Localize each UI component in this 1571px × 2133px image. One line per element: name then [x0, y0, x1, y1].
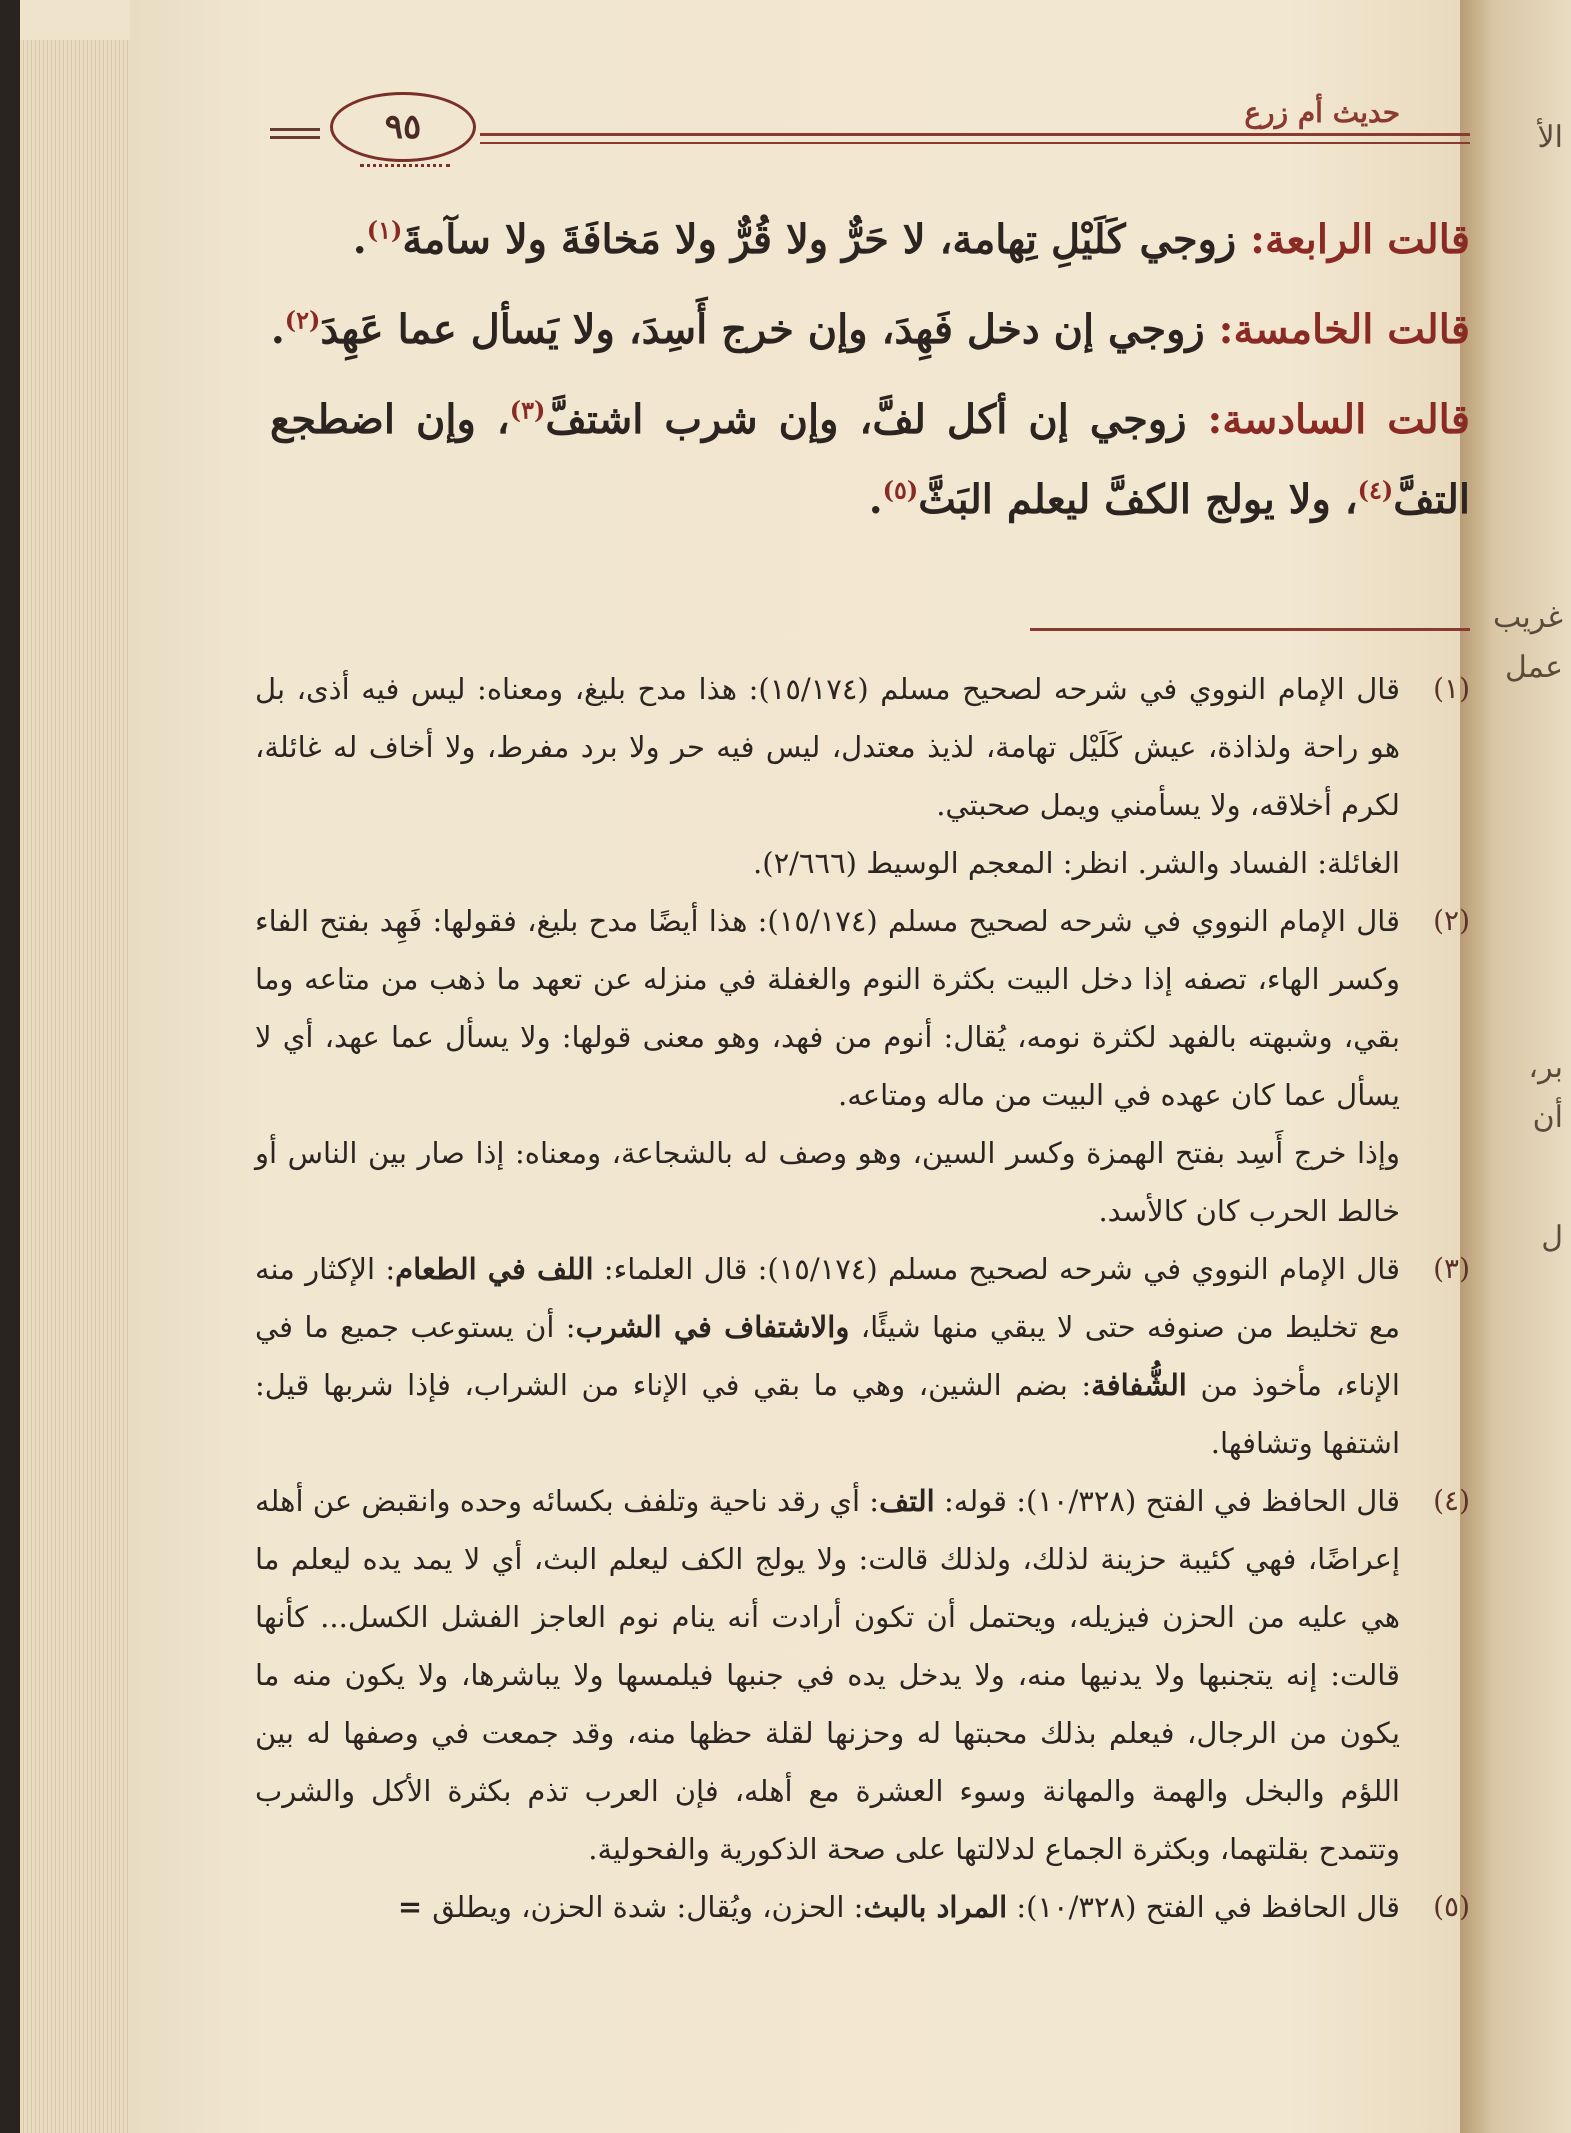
- paragraph-end: .: [868, 476, 883, 523]
- footnote-term: والاشتفاف في الشرب: [575, 1310, 850, 1344]
- footnote-number: (١): [1433, 672, 1470, 705]
- paragraph-text: ، ولا يولج الكفَّ ليعلم البَثَّ: [918, 476, 1358, 523]
- paragraph-text: ، وإن اضطجع التفَّ: [270, 396, 1470, 523]
- footnote-paragraph: [255, 1878, 1400, 1936]
- running-head: حديث أم زرع: [1244, 96, 1400, 129]
- footnote-term: الشُّفافة: [1091, 1368, 1187, 1402]
- right-page: [1460, 0, 1571, 2133]
- footnote-text: قال الحافظ في الفتح (١٠/٣٢٨): قوله:: [934, 1484, 1400, 1518]
- footnote-term: التف: [879, 1484, 935, 1518]
- footnote-ref: (٥): [882, 475, 919, 505]
- footnote-body: [255, 892, 1400, 1240]
- right-page-fragment: غريب: [1492, 600, 1563, 635]
- main-text: [270, 200, 1470, 550]
- header-rule: [480, 133, 1470, 136]
- footnote-paragraph: [255, 1472, 1400, 1878]
- footnote-text: قال الحافظ في الفتح (١٠/٣٢٨):: [1007, 1890, 1400, 1924]
- paragraph-fifth: [270, 290, 1470, 370]
- footnote-ref: (١): [366, 215, 403, 245]
- right-page-fragment: بر،: [1528, 1050, 1563, 1085]
- footnote-divider: [1030, 628, 1470, 631]
- footnote-paragraph: وإذا خرج أَسِد بفتح الهمزة وكسر السين، وهو وصف له بالشجاعة، ومعناه: إذا صار بين الناس أو خالط الحرب كان كالأسد.: [255, 1136, 1400, 1228]
- continuation-mark: =: [397, 1890, 433, 1924]
- footnote-5: [255, 1878, 1470, 1936]
- speaker-label: قالت السادسة:: [1207, 396, 1470, 443]
- footnote-text: : بضم الشين، وهي ما بقي في الإناء من الشراب، فإذا شربها قيل: اشتفها وتشافها.: [255, 1368, 1400, 1460]
- footnote-paragraph: [255, 1240, 1400, 1472]
- footnote-text: : الإكثار منه مع تخليط من صنوفه حتى لا يبقي منها شيئًا،: [255, 1252, 1401, 1344]
- page-number: ٩٥: [384, 107, 422, 147]
- paragraph-end: .: [270, 306, 285, 353]
- right-page-fragment: ل: [1541, 1220, 1563, 1255]
- footnotes: [255, 660, 1470, 1936]
- footnote-term: اللف في الطعام: [395, 1252, 594, 1286]
- footnote-text: : أي رقد ناحية وتلفف بكسائه وحده وانقبض عن أهله إعراضًا، فهي كئيبة حزينة لذلك، ولذلك قالت: ولا يولج الكف ليعلم البث، أي لا يمد يده ليعلم ما هي عليه من الحزن فيزيله، ويحتمل أن تكون أرادت أنه ينام نوم العاجز الفشل الكسل... كأنها قالت: إنه يتجنبها ولا يدنيها منه، ولا يدخل يده في جنبها فيلمسها ولا يباشرها، ولا يكون منه ما يكون من الرجال، فيعلم بذلك محبتها له وحزنها لقلة حظها منه، وقد جمعت في وصفها له بين اللؤم والبخل والهمة والمهانة وسوء العشرة مع أهله، فإن العرب تذم بكثرة الأكل والشرب وتتمدح بقلتهما، وبكثرة الجماع لدلالتها على صحة الذكورية والفحولية.: [255, 1484, 1400, 1866]
- paragraph-text: زوجي إن دخل فَهِدَ، وإن خرج أَسِدَ، ولا يَسأل عما عَهِدَ: [320, 306, 1219, 353]
- page-header: [270, 88, 1470, 168]
- paragraph-text: زوجي إن أكل لفَّ، وإن شرب اشتفَّ: [545, 396, 1208, 443]
- speaker-label: قالت الخامسة:: [1218, 306, 1470, 353]
- footnote-body: [255, 1878, 1400, 1936]
- right-page-fragment: الأ: [1537, 120, 1563, 155]
- footnote-number: (٤): [1433, 1484, 1470, 1517]
- footnote-ref: (٤): [1357, 475, 1394, 505]
- footnote-1: [255, 660, 1470, 892]
- footnote-body: [255, 1240, 1400, 1472]
- header-rule: [480, 142, 1470, 144]
- footnote-body: [255, 660, 1400, 892]
- right-page-fragment: عمل: [1505, 650, 1563, 685]
- footnote-3: [255, 1240, 1470, 1472]
- page-number-ornament: [360, 152, 450, 167]
- footnote-4: [255, 1472, 1470, 1878]
- footnote-text: : الحزن، ويُقال: شدة الحزن، ويطلق: [432, 1890, 864, 1924]
- paragraph-sixth: [270, 380, 1470, 540]
- footnote-ref: (٢): [284, 305, 321, 335]
- footnote-ref: (٣): [509, 395, 546, 425]
- speaker-label: قالت الرابعة:: [1250, 216, 1470, 263]
- footnote-paragraph: قال الإمام النووي في شرحه لصحيح مسلم (١٥/١٧٤): هذا مدح بليغ، ومعناه: ليس فيه أذى، بل هو راحة ولذاذة، عيش كَلَيْل تهامة، لذيذ معتدل، ليس فيه حر ولا برد مفرط، ولا أخاف له غائلة، لكرم أخلاقه، ولا يسأمني ويمل صحبتي.: [255, 672, 1400, 822]
- paragraph-text: زوجي كَلَيْلِ تِهامة، لا حَرٌّ ولا قُرٌّ ولا مَخافَةَ ولا سآمةَ: [402, 216, 1251, 263]
- footnote-term: المراد بالبث: [863, 1890, 1008, 1924]
- paragraph-end: .: [352, 216, 367, 263]
- footnote-text: : أن يستوعب جميع ما في الإناء، مأخوذ من: [255, 1310, 1400, 1402]
- footnote-2: [255, 892, 1470, 1240]
- footnote-paragraph: قال الإمام النووي في شرحه لصحيح مسلم (١٥/١٧٤): هذا أيضًا مدح بليغ، فقولها: فَهِد بفتح الفاء وكسر الهاء، تصفه إذا دخل البيت بكثرة النوم والغفلة في منزله عن تعهد ما ذهب من متاعه وما بقي، وشبهته بالفهد لكثرة نومه، يُقال: أنوم من فهد، وهو معنى قولها: ولا يسأل عما عهد، أي لا يسأل عما كان عهده في البيت من ماله ومتاعه.: [255, 904, 1400, 1112]
- footnote-number: (٥): [1433, 1890, 1470, 1923]
- footnote-text: قال الإمام النووي في شرحه لصحيح مسلم (١٥/١٧٤): قال العلماء:: [593, 1252, 1400, 1286]
- footnote-body: [255, 1472, 1400, 1878]
- footnote-paragraph: الغائلة: الفساد والشر. انظر: المعجم الوسيط (٢/٦٦٦).: [753, 846, 1400, 880]
- header-dash: [270, 128, 320, 131]
- footnote-number: (٣): [1433, 1252, 1470, 1285]
- right-page-fragment: أن: [1532, 1100, 1563, 1135]
- paragraph-fourth: [270, 200, 1470, 280]
- footnote-number: (٢): [1433, 904, 1470, 937]
- page-edges: [20, 40, 131, 2133]
